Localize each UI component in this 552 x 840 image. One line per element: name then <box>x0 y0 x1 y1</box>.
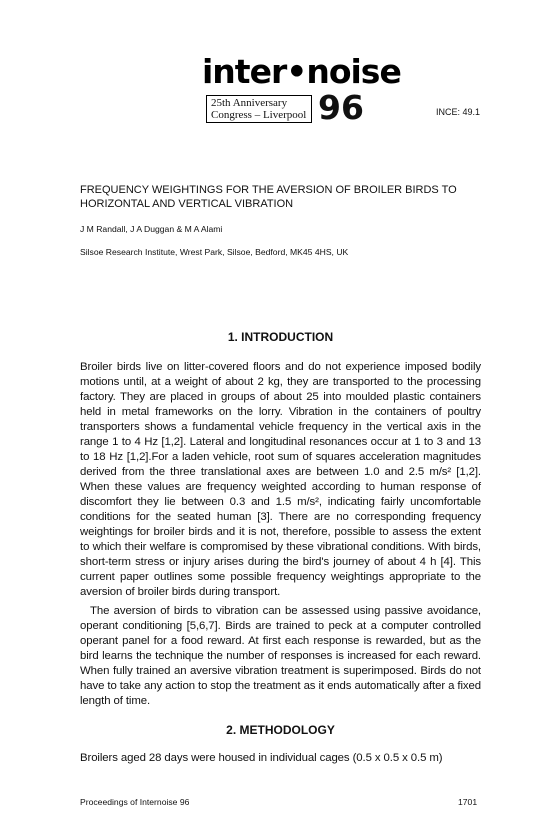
paper-authors: J M Randall, J A Duggan & M A Alami <box>80 224 223 234</box>
intro-paragraph-1: Broiler birds live on litter-covered floors and do not experience imposed bodily motions until, at a weight of about 2 kg, they are transported to the processing factory. They are placed in groups of about 25 into moulded plastic containers held in metal frameworks on the lorry. Vibration in the containers of poultry transporters shows a fundamental vehicle frequency in the vertical axis in the range 1 to 4 Hz [1,2]. Lateral and longitudinal resonances occur at 1 to 3 and 13 to 18 Hz [1,2].For a laden vehicle, root sum of squares acceleration magnitudes derived from the three translational axes are between 1.0 and 2.5 m/s² [1,2]. When these values are frequency weighted according to human response of discomfort they lie between 0.3 and 1.5 m/s², indicating fairly uncomfortable conditions for the seated human [3]. There are no corresponding frequency weightings for broiler birds and it is not, therefore, possible to assess the extent to which their welfare is compromised by these vibrational conditions. With birds, short-term stress or injury arises during the bird's journey of about 4 h [4]. This current paper outlines some possible frequency weightings appropriate to the aversion of broiler birds during transport. <box>80 361 481 598</box>
section-heading-methodology: 2. METHODOLOGY <box>226 723 335 737</box>
internoise-logo <box>200 52 401 128</box>
paper-affiliation: Silsoe Research Institute, Wrest Park, Silsoe, Bedford, MK45 4HS, UK <box>80 247 349 257</box>
ince-code: INCE: 49.1 <box>436 107 481 117</box>
page-number: 1701 <box>458 797 478 807</box>
paper-title: FREQUENCY WEIGHTINGS FOR THE AVERSION OF BROILER BIRDS TO HORIZONTAL AND VERTICAL VIBRATION <box>80 184 457 210</box>
logo-box-line2: Congress – Liverpool <box>211 109 307 121</box>
logo-wordmark: inter•noise <box>202 52 401 91</box>
logo-year: 96 <box>318 88 364 127</box>
intro-paragraph-2: The aversion of birds to vibration can be assessed using passive avoidance, operant conditioning [5,6,7]. Birds are trained to peck at a computer controlled operant panel for a food reward. At first each response is rewarded, but as the bird learns the technique the number of responses is increased for each reward. When fully trained an aversive vibration treatment is superimposed. Birds do not have to take any action to stop the treatment as it ends automatically after a fixed length of time. <box>80 605 481 707</box>
logo-anniversary-box <box>206 95 312 123</box>
footer-proceedings: Proceedings of Internoise 96 <box>80 797 190 807</box>
methodology-paragraph-1: Broilers aged 28 days were housed in individual cages (0.5 x 0.5 x 0.5 m) <box>80 752 443 764</box>
logo-box-line1: 25th Anniversary <box>211 97 288 109</box>
section-heading-introduction: 1. INTRODUCTION <box>227 330 334 344</box>
